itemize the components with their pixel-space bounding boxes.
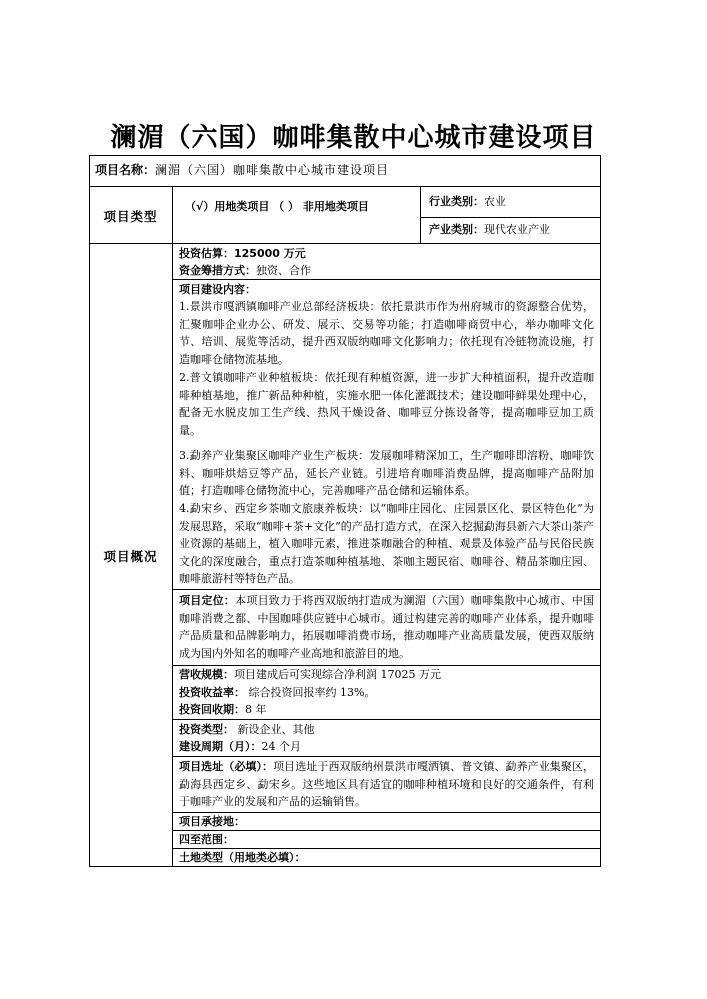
boundary-row (179, 831, 234, 849)
rule-industry-sector (421, 217, 601, 218)
site-value: 项目选址于西双版纳州景洪市嘎洒镇、普文镇、勐养产业集聚区，勐海县西定乡、勐宋乡。这些地区具有适宜的咖啡种植环境和良好的交通条件，有利于咖啡产业的发展和产品的运输销售。 (179, 760, 594, 809)
rule-label-column (172, 186, 173, 867)
investment-type-value: 新设企业、其他 (234, 723, 315, 736)
payback-value: 8 年 (245, 703, 267, 716)
land-type-label: 土地类型（用地类必填）： (179, 851, 306, 864)
return-label: 投资收益率： (179, 686, 245, 699)
rule-industry-column (420, 186, 421, 243)
payback-row (179, 701, 267, 719)
land-type-row (179, 849, 306, 867)
return-row (179, 684, 375, 702)
investment-type-label: 投资类型： (179, 723, 234, 736)
funding-value: 独资、合作 (256, 264, 311, 277)
sector-value: 现代农业产业 (484, 223, 550, 236)
content-item-1: 1.景洪市嘎洒镇咖啡产业总部经济板块：依托景洪市作为州府城市的资源整合优势，汇聚咖啡企业办公、研发、展示、交易等功能；打造咖啡商贸中心，举办咖啡文化节、培训、展览等活动，提升西双版纳咖啡文化影响力；依托现有冷链物流设施，打造咖啡仓储物流基地。 (179, 300, 594, 366)
funding-row (179, 262, 311, 280)
revenue-label: 营收规模： (179, 668, 234, 681)
return-value: 综合投资回报率约 13%。 (245, 686, 376, 699)
investment-value: 125000 万元 (234, 247, 306, 260)
table-border-top (89, 155, 601, 156)
content-item-3: 3.勐养产业集聚区咖啡产业生产板块：发展咖啡精深加工，生产咖啡即溶粉、咖啡饮料、咖啡烘焙豆等产品，延长产业链。引进培育咖啡消费品牌，提高咖啡产品附加值；打造咖啡仓储物流中心，完善咖啡产品仓储和运输体系。 (179, 449, 594, 498)
revenue-value: 项目建成后可实现综合净利润 17025 万元 (234, 668, 441, 681)
investment-label: 投资估算： (179, 247, 234, 260)
rule-after-period (173, 756, 601, 757)
funding-label: 资金筹措方式： (179, 264, 256, 277)
sector-row (429, 221, 550, 239)
table-border-left (89, 155, 90, 867)
investment-row (179, 245, 306, 263)
carrier-row (179, 813, 245, 831)
project-info-table (89, 155, 601, 867)
rule-after-payback (173, 719, 601, 720)
overview-label: 项目概况 (103, 549, 158, 564)
industry-value: 农业 (484, 195, 506, 208)
positioning-value: 本项目致力于将西双版纳打造成为澜湄（六国）咖啡集散中心城市、中国咖啡消费之都、中国咖啡供应链中心城市。通过构建完善的咖啡产业体系，提升咖啡产品质量和品牌影响力，拓展咖啡消费市场，推动咖啡产业高质量发展，使西双版纳成为国内外知名的咖啡产业高地和旅游目的地。 (179, 594, 595, 660)
positioning-block (179, 592, 594, 662)
content-item-2: 2.普文镇咖啡产业种植板块：依托现有种植资源，进一步扩大种植面积，提升改造咖啡种植基地，推广新品种种植，实施水肥一体化灌溉技术；建设咖啡鲜果处理中心，配备无水脱皮加工生产线、热风干燥设备、咖啡豆分拣设备等，提高咖啡豆加工质量。 (179, 371, 594, 437)
project-name-label: 项目名称： (95, 163, 156, 177)
period-label: 建设周期（月）： (179, 740, 262, 753)
carrier-label: 项目承接地： (179, 815, 245, 828)
positioning-label: 项目定位： (179, 594, 236, 607)
sector-label: 产业类别： (429, 223, 484, 236)
investment-type-row (179, 721, 315, 739)
table-border-right (600, 155, 601, 867)
rule-after-type (89, 243, 601, 244)
payback-label: 投资回收期： (179, 703, 245, 716)
industry-label: 行业类别： (429, 195, 484, 208)
industry-row (429, 193, 506, 211)
document-title: 澜湄（六国）咖啡集散中心城市建设项目 (110, 123, 597, 153)
period-row (179, 738, 301, 756)
site-label: 项目选址（必填）： (179, 760, 274, 773)
content-label: 项目建设内容： (179, 283, 256, 296)
rule-after-name (89, 186, 601, 187)
rule-after-content (173, 589, 601, 590)
project-type-label: 项目类型 (103, 209, 158, 224)
project-name-row (95, 162, 389, 180)
site-block (179, 758, 594, 811)
project-type-value: （√）用地类项目 （ ） 非用地类项目 (185, 200, 369, 213)
revenue-row (179, 666, 441, 684)
period-value: 24 个月 (261, 740, 301, 753)
table-border-bottom (89, 866, 601, 867)
content-item-4: 4.勐宋乡、西定乡茶咖文旅康养板块：以“咖啡庄园化、庄园景区化、景区特色化”为发展思路，采取“咖啡+茶+文化”的产品打造方式，在深入挖掘勐海县新六大茶山茶产业资源的基础上，植入咖啡元素，推进茶咖融合的种植、观景及体验产品与民俗民族文化的深度融合，重点打造茶咖种植基地、茶咖主题民宿、咖啡谷、精品茶咖庄园、咖啡旅游村等特色产品。 (179, 502, 594, 586)
boundary-label: 四至范围： (179, 833, 234, 846)
project-name-value: 澜湄（六国）咖啡集散中心城市建设项目 (155, 163, 390, 177)
